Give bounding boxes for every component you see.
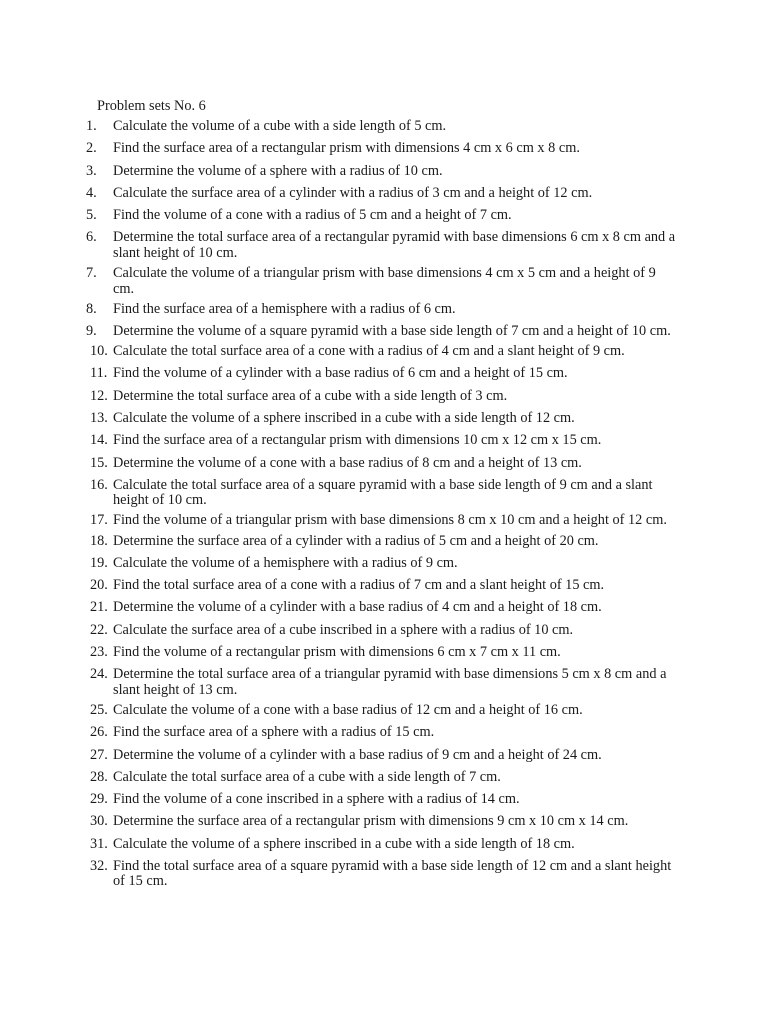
problem-text: Determine the volume of a cone with a base radius of 8 cm and a height of 13 cm. — [113, 454, 582, 471]
problem-item — [0, 302, 678, 318]
problem-text: Calculate the total surface area of a cone with a radius of 4 cm and a slant height of 9 cm. — [113, 343, 625, 360]
problem-text: Calculate the volume of a sphere inscribed in a cube with a side length of 12 cm. — [113, 409, 575, 426]
problem-item — [0, 324, 678, 340]
problem-number: 25. — [90, 701, 108, 718]
problem-item — [0, 703, 678, 719]
problem-item — [0, 623, 678, 639]
problem-item — [0, 411, 678, 427]
problem-item — [0, 266, 678, 297]
problem-item — [0, 600, 678, 616]
problem-text: Find the volume of a cylinder with a base radius of 6 cm and a height of 15 cm. — [113, 365, 568, 382]
problem-text: Calculate the total surface area of a cube with a side length of 7 cm. — [113, 768, 501, 785]
problem-item — [0, 366, 678, 382]
problem-item — [0, 141, 678, 157]
problem-text: Find the volume of a cone with a radius of 5 cm and a height of 7 cm. — [113, 207, 512, 224]
problem-item — [0, 164, 678, 180]
problem-number: 16. — [90, 476, 108, 493]
problem-number: 30. — [90, 813, 108, 830]
problem-item — [0, 513, 678, 529]
problem-item — [0, 433, 678, 449]
problem-item — [0, 645, 678, 661]
problem-text: Determine the volume of a square pyramid with a base side length of 7 cm and a height of 10 cm. — [113, 322, 671, 339]
problem-text: Find the surface area of a sphere with a radius of 15 cm. — [113, 724, 435, 741]
problem-text: Calculate the volume of a cube with a side length of 5 cm. — [113, 118, 447, 134]
problem-number: 24. — [90, 666, 108, 683]
problem-item — [0, 770, 678, 786]
problem-text: Determine the surface area of a cylinder with a radius of 5 cm and a height of 20 cm. — [113, 532, 599, 549]
problem-text: Calculate the total surface area of a square pyramid with a base side length of 9 cm and a slant height of 10 cm. — [113, 476, 653, 509]
problem-number: 21. — [90, 599, 108, 616]
document-title: Problem sets No. 6 — [97, 98, 206, 114]
problem-number: 10. — [90, 343, 108, 360]
problem-number: 12. — [90, 387, 108, 404]
problem-text: Find the surface area of a hemisphere with a radius of 6 cm. — [113, 300, 456, 317]
problem-item — [0, 814, 678, 830]
problem-number: 31. — [90, 835, 108, 852]
problem-text: Determine the volume of a sphere with a radius of 10 cm. — [113, 162, 443, 179]
problem-number: 27. — [90, 746, 108, 763]
problem-number: 4. — [86, 184, 97, 201]
problem-text: Calculate the surface area of a cylinder with a radius of 3 cm and a height of 12 cm. — [113, 184, 593, 201]
problem-number: 7. — [86, 265, 97, 282]
problem-number: 28. — [90, 768, 108, 785]
problem-text: Calculate the volume of a cone with a base radius of 12 cm and a height of 16 cm. — [113, 701, 583, 718]
problem-number: 26. — [90, 724, 108, 741]
problem-list — [0, 119, 768, 895]
problem-number: 32. — [90, 857, 108, 874]
problem-item — [0, 556, 678, 572]
problem-number: 29. — [90, 791, 108, 808]
problem-number: 8. — [86, 300, 97, 317]
problem-number: 23. — [90, 644, 108, 661]
problem-text: Calculate the volume of a sphere inscribed in a cube with a side length of 18 cm. — [113, 835, 575, 852]
problem-item — [0, 837, 678, 853]
problem-text: Find the total surface area of a square pyramid with a base side length of 12 cm and a slant height of 15 cm. — [113, 857, 672, 890]
problem-item — [0, 186, 678, 202]
problem-number: 22. — [90, 621, 108, 638]
problem-item — [0, 578, 678, 594]
problem-item — [0, 859, 678, 890]
problem-text: Calculate the volume of a hemisphere with a radius of 9 cm. — [113, 554, 458, 571]
problem-text: Determine the total surface area of a cube with a side length of 3 cm. — [113, 387, 508, 404]
problem-number: 14. — [90, 432, 108, 449]
problem-text: Find the volume of a triangular prism with base dimensions 8 cm x 10 cm and a height of 12 cm. — [113, 512, 667, 529]
problem-number: 11. — [90, 365, 108, 382]
problem-text: Find the surface area of a rectangular prism with dimensions 10 cm x 12 cm x 15 cm. — [113, 432, 602, 449]
problem-number: 1. — [86, 118, 97, 134]
problem-number: 2. — [86, 140, 97, 157]
problem-text: Determine the surface area of a rectangular prism with dimensions 9 cm x 10 cm x 14 cm. — [113, 813, 629, 830]
problem-text: Find the total surface area of a cone with a radius of 7 cm and a slant height of 15 cm. — [113, 577, 605, 594]
problem-item — [0, 748, 678, 764]
problem-item — [0, 344, 678, 360]
problem-item — [0, 725, 678, 741]
problem-text: Determine the total surface area of a rectangular pyramid with base dimensions 6 cm x 8 cm and a slant height of 10 cm. — [113, 229, 676, 261]
problem-item — [0, 792, 678, 808]
problem-item — [0, 456, 678, 472]
problem-number: 19. — [90, 554, 108, 571]
problem-item — [0, 389, 678, 405]
problem-item — [0, 119, 678, 135]
problem-item — [0, 208, 678, 224]
problem-text: Determine the volume of a cylinder with a base radius of 4 cm and a height of 18 cm. — [113, 599, 602, 616]
problem-item — [0, 667, 678, 698]
problem-number: 3. — [86, 162, 97, 179]
problem-number: 13. — [90, 409, 108, 426]
problem-item — [0, 478, 678, 509]
problem-number: 9. — [86, 322, 97, 339]
problem-text: Calculate the volume of a triangular prism with base dimensions 4 cm x 5 cm and a height of 9 cm. — [113, 265, 656, 297]
problem-number: 18. — [90, 532, 108, 549]
problem-text: Find the volume of a rectangular prism with dimensions 6 cm x 7 cm x 11 cm. — [113, 644, 561, 661]
problem-number: 15. — [90, 454, 108, 471]
problem-text: Find the volume of a cone inscribed in a sphere with a radius of 14 cm. — [113, 791, 520, 808]
problem-number: 20. — [90, 577, 108, 594]
problem-number: 5. — [86, 207, 97, 224]
problem-item — [0, 230, 678, 261]
problem-item — [0, 534, 678, 550]
problem-number: 17. — [90, 512, 108, 529]
problem-text: Determine the volume of a cylinder with a base radius of 9 cm and a height of 24 cm. — [113, 746, 602, 763]
problem-text: Determine the total surface area of a triangular pyramid with base dimensions 5 cm x 8 cm and a slant height of 13 cm. — [113, 666, 667, 698]
problem-number: 6. — [86, 229, 97, 246]
problem-text: Find the surface area of a rectangular prism with dimensions 4 cm x 6 cm x 8 cm. — [113, 140, 580, 157]
problem-text: Calculate the surface area of a cube inscribed in a sphere with a radius of 10 cm. — [113, 621, 574, 638]
